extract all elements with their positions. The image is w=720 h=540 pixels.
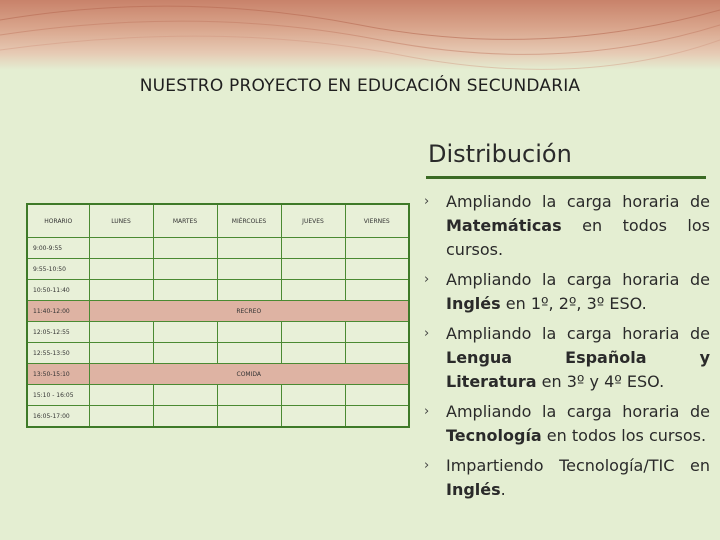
- table-row: [27, 259, 409, 280]
- empty-cell: [281, 238, 345, 259]
- time-cell: 15:10 - 16:05: [27, 385, 89, 406]
- table-row: [27, 280, 409, 301]
- break-row-recreo: [27, 301, 409, 322]
- header-horario: HORARIO: [27, 204, 89, 238]
- time-cell: 12:05-12:55: [27, 322, 89, 343]
- header-martes: MARTES: [153, 204, 217, 238]
- schedule-table: [26, 203, 410, 428]
- chevron-right-icon: ›: [424, 326, 430, 341]
- schedule-header-row: [27, 204, 409, 238]
- empty-cell: [217, 259, 281, 280]
- table-row: [27, 406, 409, 428]
- bullet-item-lengua: › Ampliando la carga horaria de Lengua Española y Literatura en 3º y 4º ESO.: [424, 324, 710, 391]
- empty-cell: [153, 280, 217, 301]
- empty-cell: [345, 259, 409, 280]
- comida-label: COMIDA: [89, 364, 409, 385]
- empty-cell: [281, 259, 345, 280]
- empty-cell: [281, 280, 345, 301]
- time-cell: 10:50-11:40: [27, 280, 89, 301]
- time-cell: 11:40-12:00: [27, 301, 89, 322]
- time-cell: 13:50-15:10: [27, 364, 89, 385]
- header-viernes: VIERNES: [345, 204, 409, 238]
- recreo-label: RECREO: [89, 301, 409, 322]
- empty-cell: [153, 322, 217, 343]
- time-cell: 16:05-17:00: [27, 406, 89, 428]
- empty-cell: [345, 406, 409, 428]
- empty-cell: [89, 406, 153, 428]
- decorative-header-band: [0, 0, 720, 70]
- chevron-right-icon: ›: [424, 194, 430, 209]
- empty-cell: [345, 343, 409, 364]
- empty-cell: [281, 406, 345, 428]
- bullet-list: [420, 190, 710, 508]
- empty-cell: [345, 385, 409, 406]
- empty-cell: [89, 280, 153, 301]
- chevron-right-icon: ›: [424, 458, 430, 473]
- bullet-item-ingles: › Ampliando la carga horaria de Inglés en 1º, 2º, 3º ESO.: [424, 270, 710, 313]
- chevron-right-icon: ›: [424, 272, 430, 287]
- empty-cell: [153, 385, 217, 406]
- bullet-item-tic-ingles: › Impartiendo Tecnología/TIC en Inglés.: [424, 456, 710, 499]
- header-lunes: LUNES: [89, 204, 153, 238]
- table-row: [27, 343, 409, 364]
- time-cell: 9:55-10:50: [27, 259, 89, 280]
- empty-cell: [217, 238, 281, 259]
- empty-cell: [89, 322, 153, 343]
- empty-cell: [89, 385, 153, 406]
- empty-cell: [345, 322, 409, 343]
- empty-cell: [281, 385, 345, 406]
- time-cell: 9:00-9:55: [27, 238, 89, 259]
- header-miercoles: MIÉRCOLES: [217, 204, 281, 238]
- empty-cell: [281, 343, 345, 364]
- wave-pattern: [0, 0, 720, 70]
- empty-cell: [89, 238, 153, 259]
- table-row: [27, 238, 409, 259]
- time-cell: 12:55-13:50: [27, 343, 89, 364]
- empty-cell: [89, 343, 153, 364]
- empty-cell: [281, 322, 345, 343]
- empty-cell: [345, 238, 409, 259]
- empty-cell: [153, 238, 217, 259]
- empty-cell: [345, 280, 409, 301]
- chevron-right-icon: ›: [424, 404, 430, 419]
- break-row-comida: [27, 364, 409, 385]
- section-subtitle: Distribución: [428, 140, 572, 168]
- bullet-item-tecnologia: › Ampliando la carga horaria de Tecnología en todos los cursos.: [424, 402, 710, 445]
- empty-cell: [217, 406, 281, 428]
- table-row: [27, 322, 409, 343]
- slide-title: NUESTRO PROYECTO EN EDUCACIÓN SECUNDARIA: [139, 76, 581, 96]
- empty-cell: [217, 385, 281, 406]
- empty-cell: [89, 259, 153, 280]
- empty-cell: [153, 406, 217, 428]
- header-jueves: JUEVES: [281, 204, 345, 238]
- empty-cell: [153, 343, 217, 364]
- empty-cell: [153, 259, 217, 280]
- table-row: [27, 385, 409, 406]
- bullet-item-matematicas: › Ampliando la carga horaria de Matemáticas en todos los cursos.: [424, 192, 710, 259]
- empty-cell: [217, 343, 281, 364]
- subtitle-underline: [426, 176, 706, 179]
- empty-cell: [217, 322, 281, 343]
- empty-cell: [217, 280, 281, 301]
